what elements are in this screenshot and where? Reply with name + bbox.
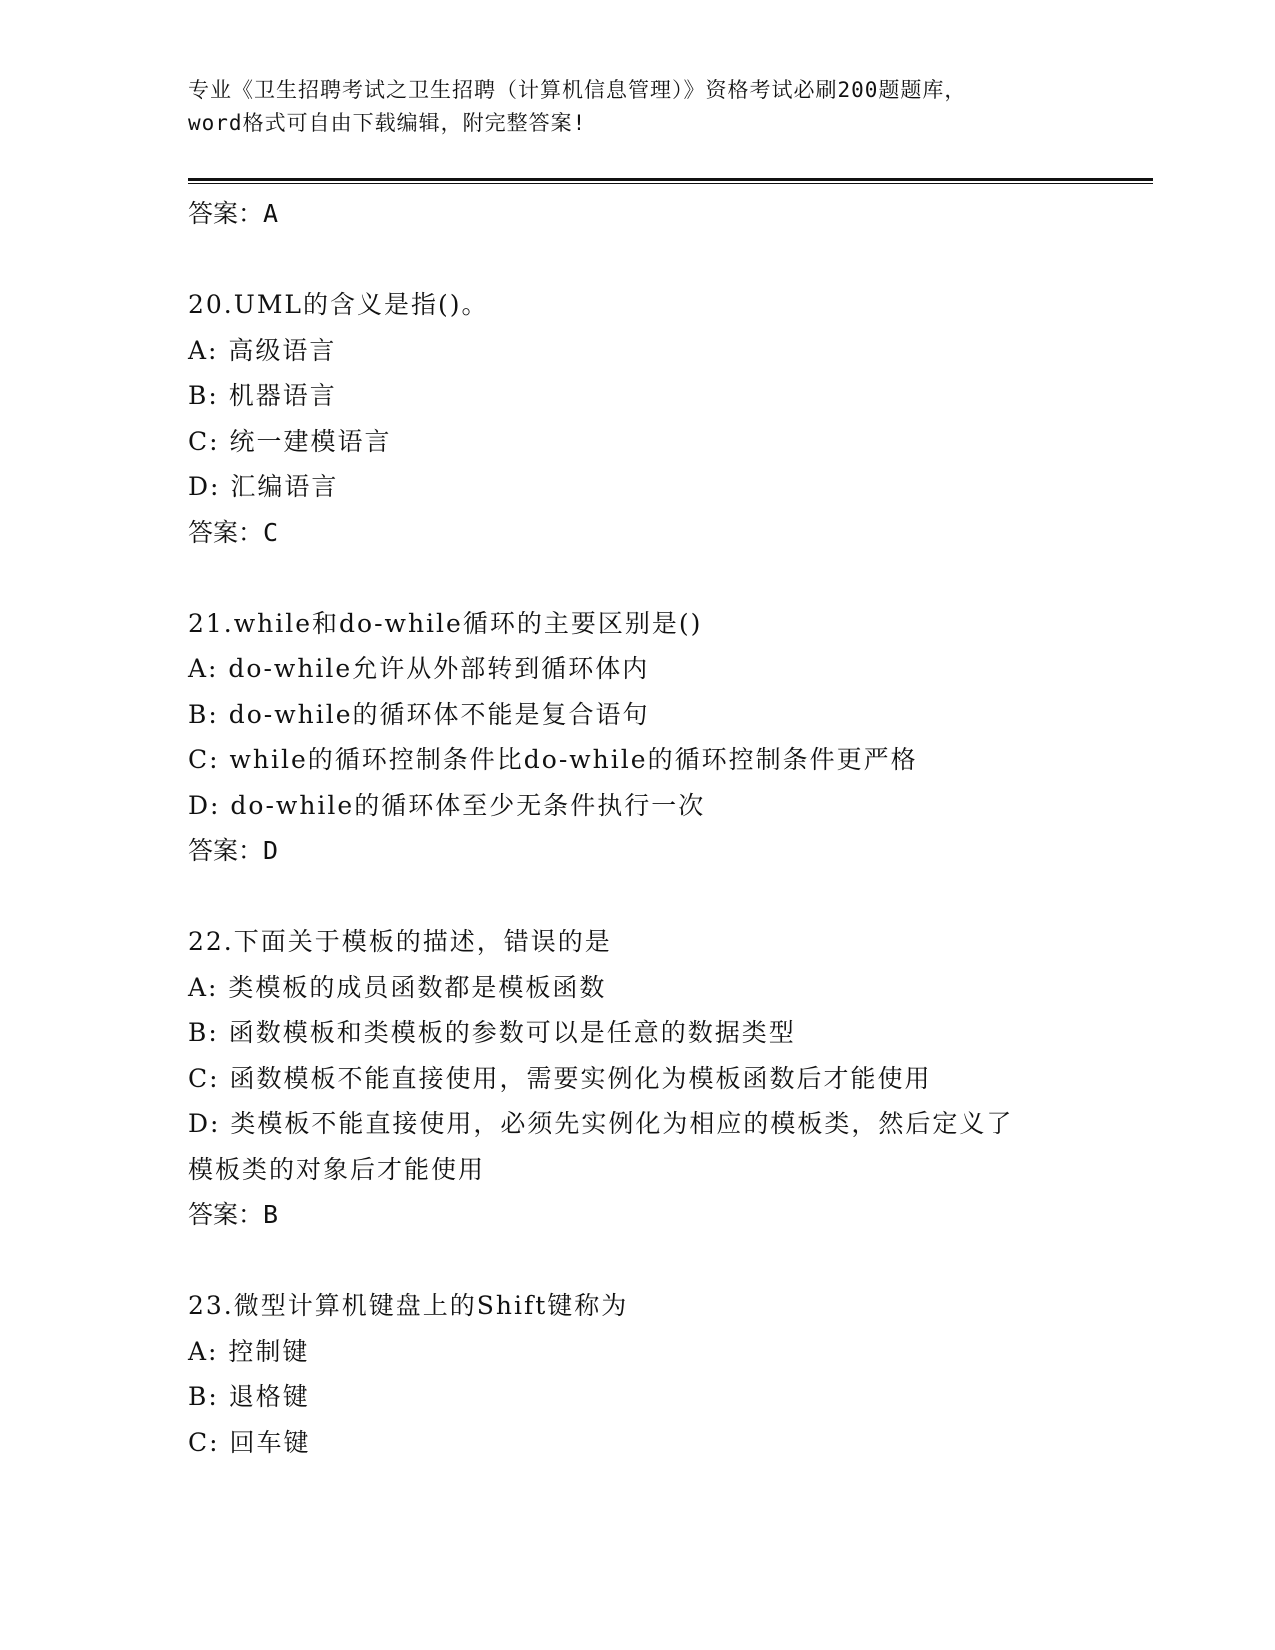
option-b: B: 退格键 xyxy=(188,1382,310,1411)
answer: 答案：D xyxy=(188,836,279,865)
option-a: A: do-while允许从外部转到循环体内 xyxy=(188,654,650,683)
option-a: A: 类模板的成员函数都是模板函数 xyxy=(188,972,607,1002)
option-b: B: 机器语言 xyxy=(188,381,337,410)
answer: 答案：B xyxy=(188,1200,279,1229)
question-text: 23.微型计算机键盘上的Shift键称为 xyxy=(188,1291,629,1320)
question-text: 20.UML的含义是指()。 xyxy=(188,290,489,319)
spacer xyxy=(188,1238,1088,1284)
option-c: C: 统一建模语言 xyxy=(188,426,392,456)
option-c: C: while的循环控制条件比do-while的循环控制条件更严格 xyxy=(188,745,918,774)
option-d: D: do-while的循环体至少无条件执行一次 xyxy=(188,790,706,820)
option-d: D: 汇编语言 xyxy=(188,472,339,501)
question-21 xyxy=(188,601,1088,874)
answer-previous: 答案：A xyxy=(188,199,279,228)
option-c: C: 回车键 xyxy=(188,1427,311,1457)
question-text: 22.下面关于模板的描述，错误的是 xyxy=(188,927,612,956)
spacer xyxy=(188,555,1088,601)
header-divider-thick xyxy=(188,178,1153,181)
option-c: C: 函数模板不能直接使用，需要实例化为模板函数后才能使用 xyxy=(188,1063,932,1093)
question-22 xyxy=(188,919,1088,1238)
option-a: A: 高级语言 xyxy=(188,335,337,365)
header-divider-thin xyxy=(188,183,1153,184)
spacer xyxy=(188,874,1088,920)
document-header xyxy=(188,74,1088,140)
question-20 xyxy=(188,282,1088,555)
option-a: A: 控制键 xyxy=(188,1336,310,1366)
option-d-continued: 模板类的对象后才能使用 xyxy=(188,1154,486,1184)
answer: 答案：C xyxy=(188,517,279,547)
question-text: 21.while和do-while循环的主要区别是() xyxy=(188,608,703,638)
question-list xyxy=(188,191,1088,1465)
option-b: B: do-while的循环体不能是复合语句 xyxy=(188,699,650,729)
option-b: B: 函数模板和类模板的参数可以是任意的数据类型 xyxy=(188,1018,796,1047)
header-line-1: 专业《卫生招聘考试之卫生招聘（计算机信息管理）》资格考试必刷200题题库， xyxy=(188,78,967,102)
spacer xyxy=(188,237,1088,283)
option-d: D: 类模板不能直接使用，必须先实例化为相应的模板类，然后定义了 xyxy=(188,1109,1014,1138)
header-line-2: word格式可自由下载编辑，附完整答案! xyxy=(188,111,587,135)
question-23 xyxy=(188,1283,1088,1465)
